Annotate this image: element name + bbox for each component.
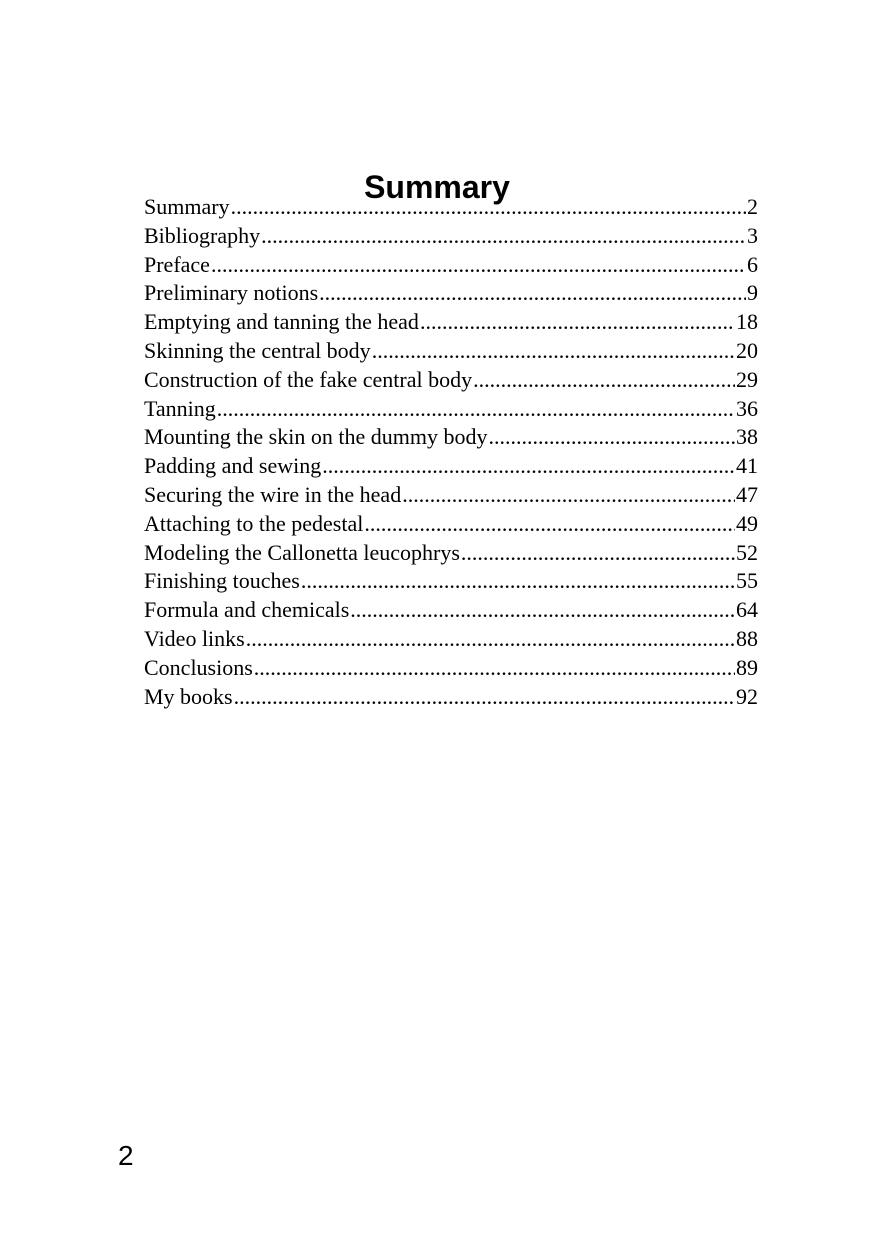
toc-dot-leader <box>402 481 735 510</box>
toc-entry[interactable] <box>144 596 758 625</box>
toc-entry[interactable] <box>144 337 758 366</box>
toc-entry-page: 2 <box>747 194 758 219</box>
toc-entry-label: Padding and sewing <box>144 453 322 479</box>
toc-entry-label: Mounting the skin on the dummy body <box>144 424 488 450</box>
toc-dot-leader <box>350 596 735 625</box>
toc-entry-page: 9 <box>747 280 758 306</box>
toc-dot-leader <box>217 395 735 424</box>
toc-entry[interactable] <box>144 366 758 395</box>
page-title: Summary <box>364 169 510 206</box>
toc-entry-label: Securing the wire in the head <box>144 481 402 507</box>
toc-entry-label: Preliminary notions <box>144 280 319 306</box>
toc-entry-page: 88 <box>736 625 758 651</box>
toc-entry[interactable] <box>144 481 758 510</box>
toc-entry[interactable] <box>144 193 758 222</box>
toc-dot-leader <box>488 423 735 452</box>
toc-entry-label: Skinning the central body <box>144 337 371 363</box>
toc-entry[interactable] <box>144 510 758 539</box>
toc-entry-label: Conclusions <box>144 654 253 680</box>
toc-dot-leader <box>261 222 746 251</box>
toc-dot-leader <box>461 539 735 568</box>
toc-entry[interactable] <box>144 251 758 280</box>
toc-entry-page: 6 <box>747 251 758 277</box>
toc-entry[interactable] <box>144 279 758 308</box>
toc-dot-leader <box>234 683 735 712</box>
toc-dot-leader <box>246 625 735 654</box>
toc-dot-leader <box>322 452 735 481</box>
toc-entry-page: 89 <box>736 654 758 680</box>
toc-entry-label: Emptying and tanning the head <box>144 309 419 335</box>
toc-entry[interactable] <box>144 539 758 568</box>
toc-entry-label: Formula and chemicals <box>144 597 350 623</box>
toc-entry[interactable] <box>144 654 758 683</box>
toc-entry-page: 41 <box>736 453 758 479</box>
toc-dot-leader <box>211 251 746 280</box>
toc-entry-label: Modeling the Callonetta leucophrys <box>144 539 460 565</box>
toc-entry-page: 55 <box>736 568 758 594</box>
toc-entry-page: 92 <box>736 683 758 709</box>
toc-entry-page: 3 <box>747 222 758 248</box>
toc-entry[interactable] <box>144 222 758 251</box>
toc-dot-leader <box>420 308 735 337</box>
toc-entry-label: Finishing touches <box>144 568 300 594</box>
toc-entry-page: 18 <box>736 309 758 335</box>
toc-dot-leader <box>319 279 746 308</box>
toc-entry-label: Bibliography <box>144 222 261 248</box>
toc-entry[interactable] <box>144 683 758 712</box>
toc-entry-label: Preface <box>144 251 210 277</box>
toc-entry[interactable] <box>144 452 758 481</box>
toc-dot-leader <box>301 567 735 596</box>
toc-dot-leader <box>473 366 735 395</box>
toc-entry-page: 52 <box>736 539 758 565</box>
toc-dot-leader <box>372 337 735 366</box>
toc-dot-leader <box>231 193 746 222</box>
toc-entry-label: Summary <box>144 194 230 219</box>
table-of-contents <box>144 193 758 711</box>
toc-entry-page: 29 <box>736 366 758 392</box>
toc-entry-page: 38 <box>736 424 758 450</box>
toc-dot-leader <box>254 654 735 683</box>
toc-entry-page: 49 <box>736 510 758 536</box>
toc-entry-label: Construction of the fake central body <box>144 366 473 392</box>
toc-entry-label: Video links <box>144 625 245 651</box>
toc-entry-label: Attaching to the pedestal <box>144 510 364 536</box>
toc-entry-page: 64 <box>736 597 758 623</box>
toc-entry-page: 47 <box>736 481 758 507</box>
toc-entry[interactable] <box>144 423 758 452</box>
toc-entry-page: 36 <box>736 395 758 421</box>
toc-entry[interactable] <box>144 625 758 654</box>
page-number: 2 <box>118 1140 134 1171</box>
toc-entry-label: Tanning <box>144 395 216 421</box>
toc-entry[interactable] <box>144 395 758 424</box>
toc-entry[interactable] <box>144 567 758 596</box>
toc-dot-leader <box>364 510 735 539</box>
toc-entry[interactable] <box>144 308 758 337</box>
toc-entry-label: My books <box>144 683 233 709</box>
toc-entry-page: 20 <box>736 337 758 363</box>
